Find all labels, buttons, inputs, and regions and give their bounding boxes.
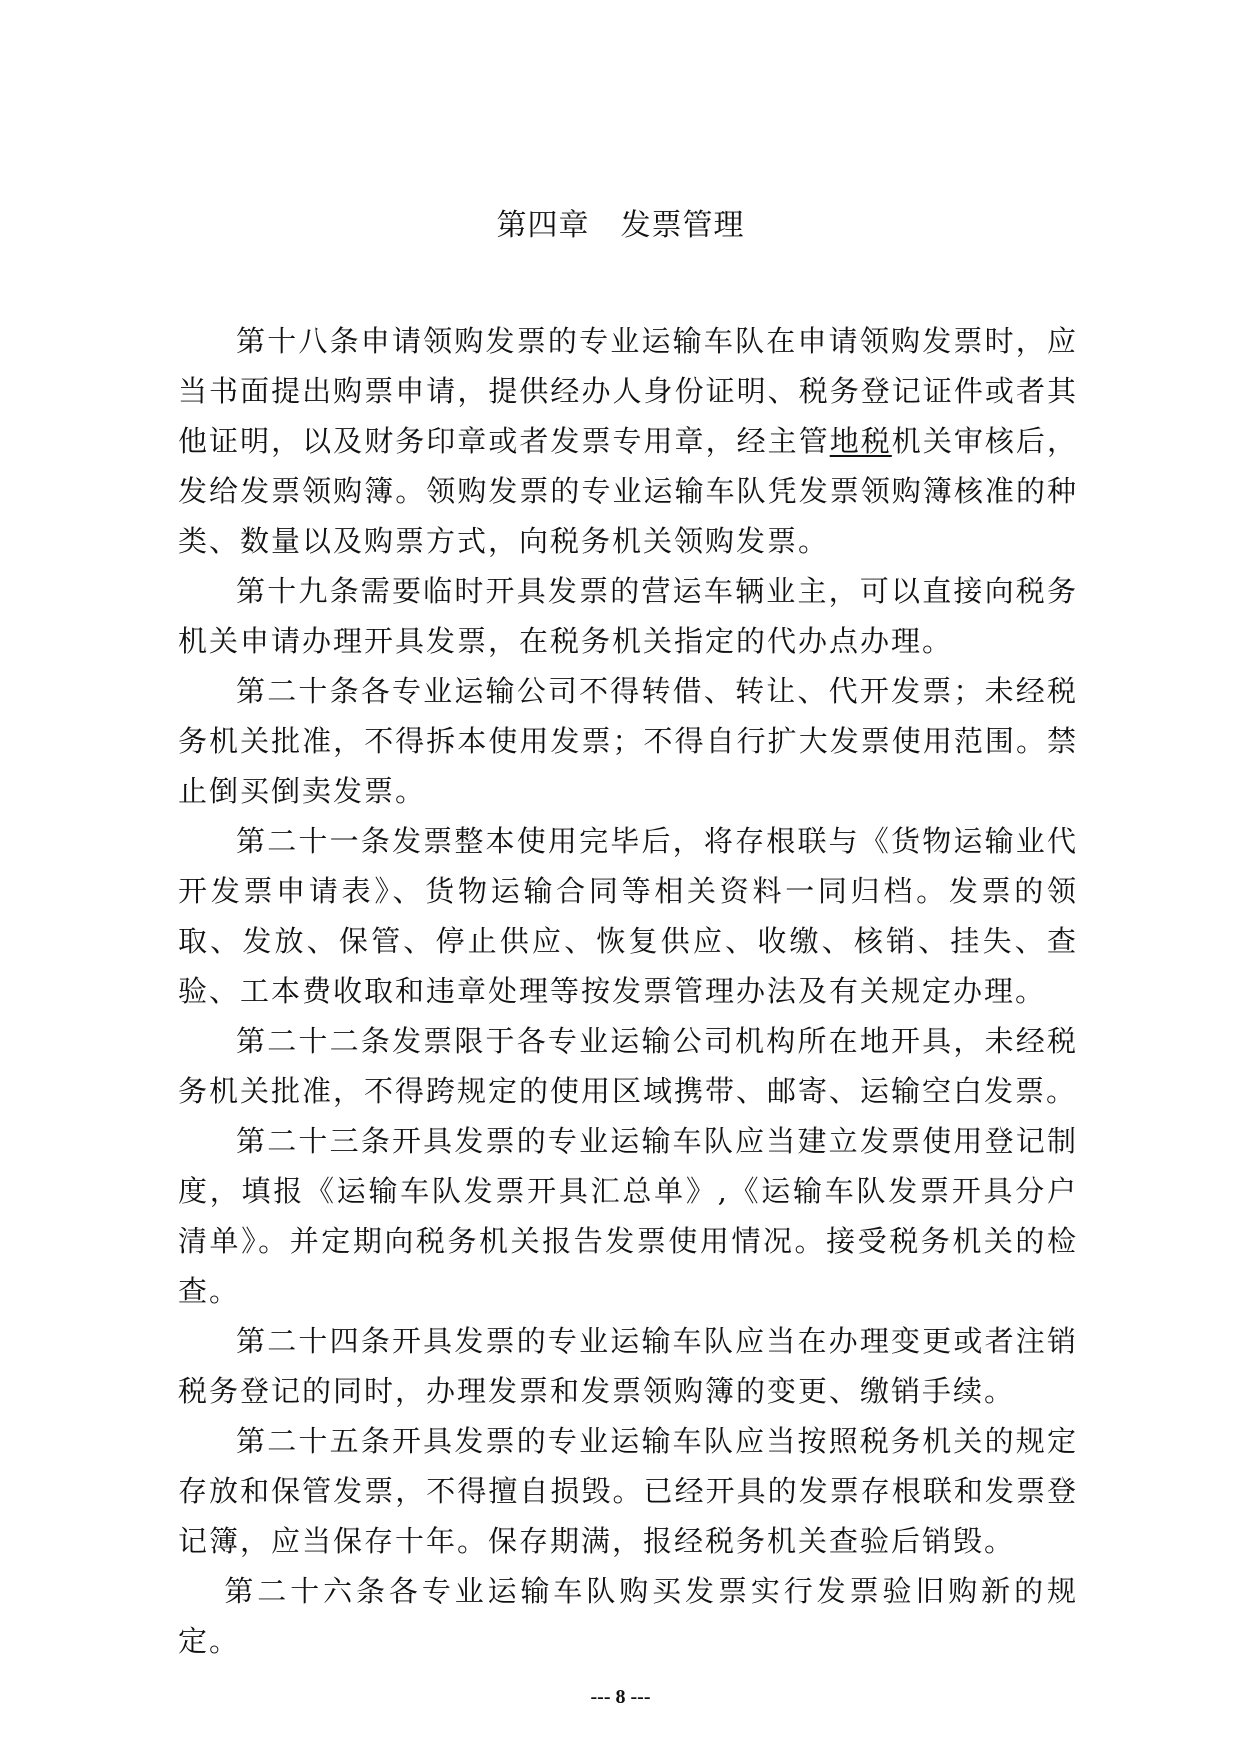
article-19: 第十九条需要临时开具发票的营运车辆业主，可以直接向税务机关申请办理开具发票，在税务机关指定的代办点办理。 [178,574,1078,658]
article-23: 第二十三条开具发票的专业运输车队应当建立发票使用登记制度，填报《运输车队发票开具汇总单》,《运输车队发票开具分户清单》。并定期向税务机关报告发票使用情况。接受税务机关的检查。 [178,1124,1078,1308]
article-25: 第二十五条开具发票的专业运输车队应当按照税务机关的规定存放和保管发票，不得擅自损毁。已经开具的发票存根联和发票登记簿，应当保存十年。保存期满，报经税务机关查验后销毁。 [178,1424,1078,1558]
article-20: 第二十条各专业运输公司不得转借、转让、代开发票；未经税务机关批准，不得拆本使用发票；不得自行扩大发票使用范围。禁止倒买倒卖发票。 [178,674,1078,808]
article-text: 第十八条申请领购发票的专业运输车队在申请领购发票时，应当书面提出购票申请，提供经办人身份证明、税务登记证件或者其他证明，以及财务印章或者发票专用章，经主管 [178,324,1078,458]
article-26: 第二十六条各专业运输车队购买发票实行发票验旧购新的规定。 [178,1574,1078,1658]
underlined-text: 地税 [829,424,892,458]
article-text: 机关审核后，发给发票领购簿。领购发票的专业运输车队凭发票领购簿核准的种类、数量以及购票方式，向税务机关领购发票。 [178,424,1078,558]
article-24: 第二十四条开具发票的专业运输车队应当在办理变更或者注销税务登记的同时，办理发票和发票领购簿的变更、缴销手续。 [178,1324,1078,1408]
chapter-title: 第四章 发票管理 [496,208,745,243]
page-number: --- 8 --- [590,1686,651,1708]
article-22: 第二十二条发票限于各专业运输公司机构所在地开具，未经税务机关批准，不得跨规定的使用区域携带、邮寄、运输空白发票。 [178,1024,1078,1108]
article-21: 第二十一条发票整本使用完毕后，将存根联与《货物运输业代开发票申请表》、货物运输合同等相关资料一同归档。发票的领取、发放、保管、停止供应、恢复供应、收缴、核销、挂失、查验、工本费收取和违章处理等按发票管理办法及有关规定办理。 [178,824,1078,1008]
article-18 [178,316,1078,566]
document-body [178,316,1078,1666]
